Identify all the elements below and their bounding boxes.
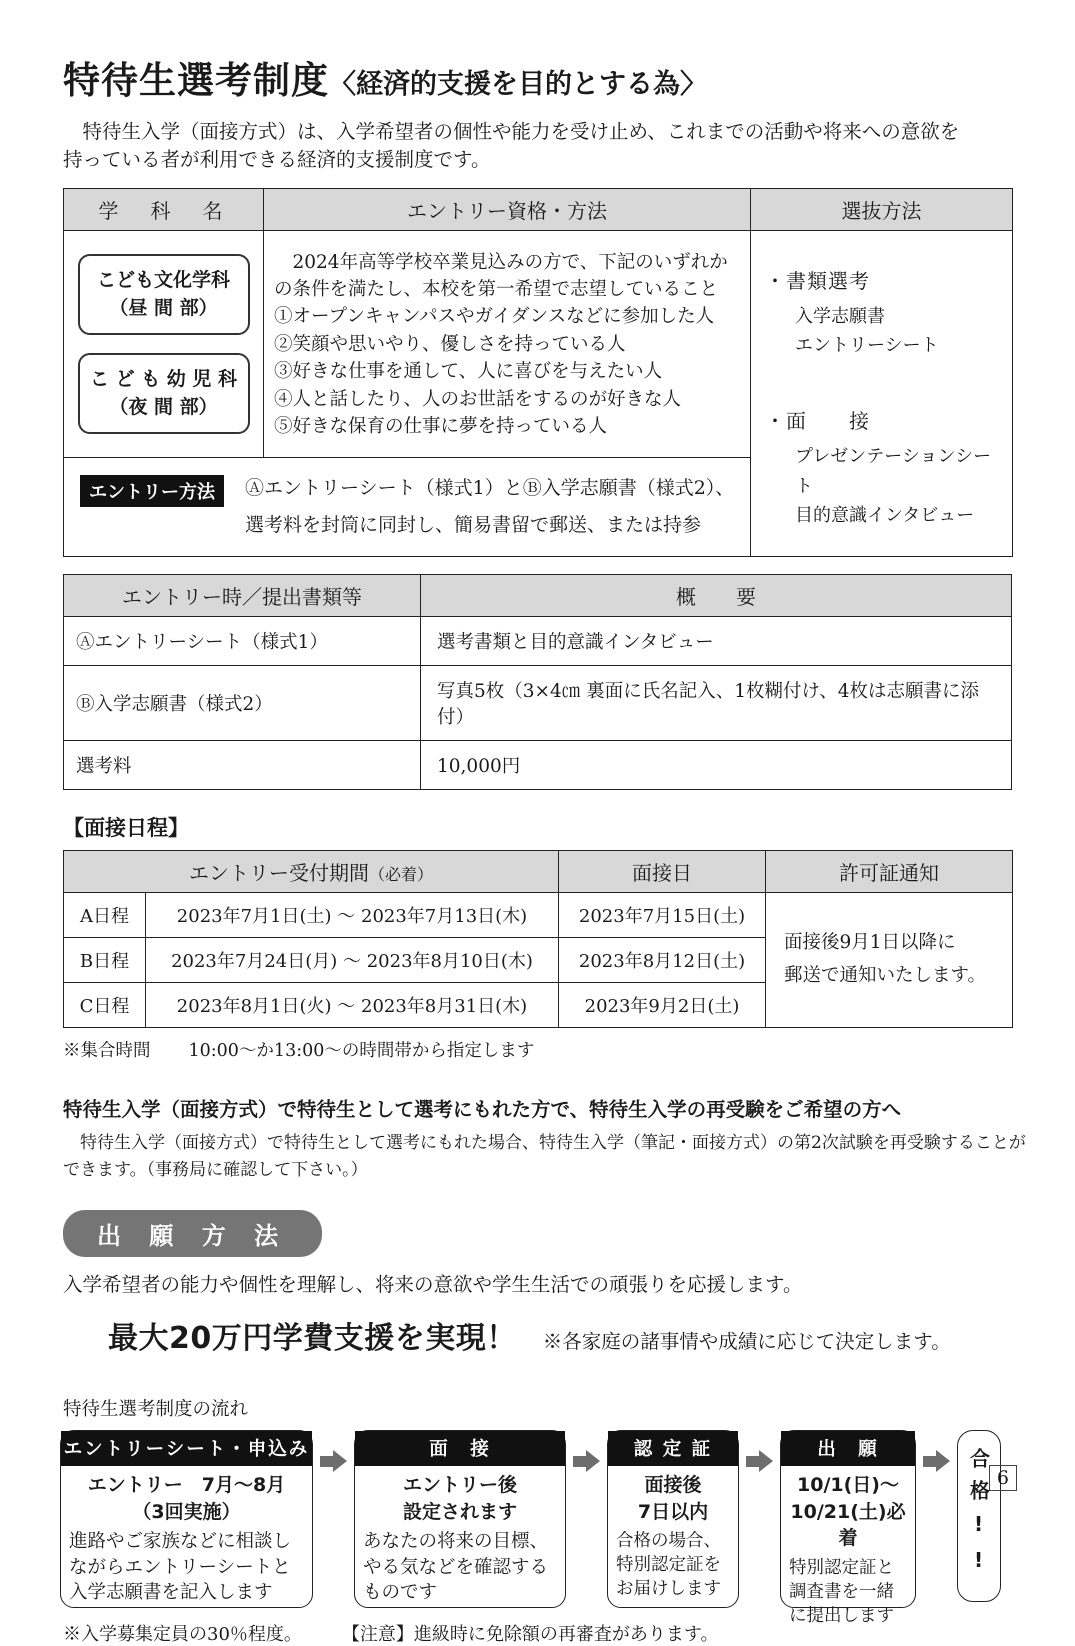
page-number: 6	[989, 1465, 1017, 1491]
entry-method-cell	[64, 457, 751, 556]
intro-line: 特待生入学（面接方式）は、入学希望者の個性や能力を受け止め、これまでの活動や将来への意欲を	[63, 120, 960, 143]
table-header-row	[64, 574, 1012, 616]
qualification-item: ③好きな仕事を通して、人に喜びを与えたい人	[274, 361, 663, 383]
right-arrow-icon	[923, 1450, 950, 1472]
flow-step-header: 出 願	[781, 1431, 915, 1466]
permit-notice-cell	[766, 892, 1013, 1027]
qualification-item: ⑤好きな保育の仕事に夢を持っている人	[274, 415, 608, 437]
schedule-label: B日程	[64, 937, 146, 982]
qualification-intro-line: 2024年高等学校卒業見込みの方で、下記のいずれか	[274, 251, 728, 273]
department-box-childcare	[78, 353, 250, 434]
schedule-period: 2023年7月1日(土) ～ 2023年7月13日(木)	[146, 892, 559, 937]
selection-method-cell	[751, 230, 1013, 556]
flow-step-body-line: ながらエントリーシートと	[69, 1556, 291, 1578]
flow-step-bold	[781, 1472, 915, 1552]
flow-result-text: 合格!!	[966, 1448, 991, 1584]
flow-step-bold	[608, 1472, 738, 1525]
selection-sub-item: エントリーシート	[795, 335, 939, 357]
flow-result-pass	[957, 1430, 1001, 1602]
entry-method-label: エントリー方法	[80, 475, 224, 507]
retake-line: できます。（事務局に確認して下さい。）	[63, 1159, 368, 1180]
flow-step-entry	[60, 1430, 313, 1608]
flow-step-header: 面 接	[355, 1431, 565, 1466]
flow-step-bold-line: 設定されます	[402, 1500, 517, 1523]
schedule-table	[63, 850, 1013, 1028]
schedule-interview-date: 2023年8月12日(土)	[559, 937, 766, 982]
permit-notice-line: 面接後9月1日以降に	[784, 932, 956, 954]
department-session: （夜 間 部）	[109, 396, 218, 419]
table-header-row	[64, 188, 1013, 230]
department-name: こ ど も 幼 児 科	[89, 367, 238, 390]
header-entry-period-note: （必着）	[369, 864, 434, 884]
entry-method-text	[245, 470, 734, 544]
flow-footnote-right: 【注意】進級時に免除額の再審査があります。	[341, 1624, 719, 1645]
qualification-item: ④人と話したり、人のお世話をするのが好きな人	[274, 388, 682, 410]
schedule-label: A日程	[64, 892, 146, 937]
meeting-time-text: 10:00～か13:00～の時間帯から指定します	[188, 1040, 535, 1061]
flow-step-body-line: 進路やご家族などに相談し	[69, 1531, 292, 1553]
selection-sub-item: 入学志願書	[795, 305, 885, 327]
schedule-label: C日程	[64, 982, 146, 1027]
intro-line: 持っている者が利用できる経済的支援制度です。	[63, 148, 491, 172]
schedule-interview-date: 2023年9月2日(土)	[559, 982, 766, 1027]
qualification-intro	[274, 249, 742, 304]
flow-step-body-line: 合格の場合、	[616, 1531, 721, 1552]
document-label: Ⓐエントリーシート（様式1）	[64, 616, 421, 665]
flow-step-bold-line: 7日以内	[637, 1500, 709, 1523]
selection-item-interview: ・面 接	[765, 408, 870, 433]
flow-step-certificate	[607, 1430, 739, 1608]
flow-step-bold	[61, 1472, 312, 1525]
schedule-interview-date: 2023年7月15日(土)	[559, 892, 766, 937]
flow-step-bold-line: 10/1(日)～	[797, 1474, 899, 1496]
department-name: こども文化学科	[96, 268, 230, 291]
document-label: Ⓑ入学志願書（様式2）	[64, 665, 421, 740]
retake-paragraph	[63, 1130, 1026, 1184]
application-method-badge: 出 願 方 法	[63, 1210, 322, 1257]
qualification-table	[63, 188, 1013, 557]
flow-step-body	[608, 1525, 738, 1601]
tuition-support-note: ※各家庭の諸事情や成績に応じて決定します。	[542, 1330, 951, 1353]
flow-section-label: 特待生選考制度の流れ	[63, 1399, 249, 1420]
schedule-period: 2023年8月1日(火) ～ 2023年8月31日(木)	[146, 982, 559, 1027]
selection-item-documents: ・書類選考	[765, 268, 870, 293]
flow-step-bold-line: 面接後	[644, 1474, 702, 1496]
flow-step-body-line: 特別認定証を	[616, 1555, 721, 1576]
flow-step-body-line: 特別認定証と	[789, 1557, 894, 1578]
selection-flow	[60, 1430, 1012, 1627]
flow-step-body-line: お届けします	[616, 1579, 721, 1600]
selection-sub-item: 目的意識インタビュー	[795, 505, 975, 527]
tuition-support-highlight: 最大20万円学費支援を実現！	[108, 1321, 517, 1356]
page-title	[63, 50, 1012, 104]
header-entry-period-text: エントリー受付期間	[189, 860, 369, 885]
document-value: 選考書類と目的意識インタビュー	[421, 616, 1012, 665]
qualification-list	[274, 303, 742, 440]
retake-heading: 特待生入学（面接方式）で特待生として選考にもれた方で、特待生入学の再受験をご希望の方へ	[63, 1097, 902, 1121]
flow-step-body-line: に提出します	[789, 1606, 894, 1627]
meeting-time-label: ※集合時間	[63, 1040, 151, 1061]
page-title-sub: 〈経済的支援を目的とする為〉	[329, 69, 707, 100]
qualification-intro-line: の条件を満たし、本校を第一希望で志望していること	[274, 279, 719, 301]
document-value: 10,000円	[421, 740, 1012, 789]
flow-step-header: エントリーシート・申込み	[61, 1431, 312, 1466]
document-label: 選考料	[64, 740, 421, 789]
flow-footnote-left: ※入学募集定員の30％程度。	[63, 1624, 302, 1645]
flow-step-application	[780, 1430, 916, 1627]
header-documents: エントリー時／提出書類等	[64, 574, 421, 616]
flow-step-header: 認 定 証	[608, 1431, 738, 1466]
header-entry-period	[64, 850, 559, 892]
flow-step-bold-line: 10/21(土)必着	[790, 1500, 906, 1550]
right-arrow-icon	[573, 1450, 600, 1472]
flow-step-body-line: ものです	[363, 1582, 438, 1604]
department-box-culture	[78, 254, 250, 335]
table-header-row	[64, 850, 1013, 892]
header-summary: 概 要	[421, 574, 1012, 616]
header-entry-method: エントリー資格・方法	[264, 188, 751, 230]
entry-method-line: 選考料を封筒に同封し、簡易書留で郵送、または持参	[245, 513, 702, 536]
table-row	[64, 665, 1012, 740]
right-arrow-icon	[320, 1450, 347, 1472]
schedule-row-a	[64, 892, 1013, 937]
header-selection: 選抜方法	[751, 188, 1013, 230]
flow-step-interview	[354, 1430, 566, 1608]
permit-notice-line: 郵送で通知いたします。	[784, 964, 987, 986]
flow-step-body-line: 調査書を一緒	[789, 1581, 894, 1602]
header-department: 学 科 名	[64, 188, 264, 230]
meeting-time-note	[63, 1037, 1012, 1062]
flow-step-body-line: やる気などを確認する	[363, 1556, 549, 1578]
flow-step-body	[355, 1525, 565, 1606]
qualification-cell	[264, 230, 751, 457]
qualification-item: ②笑顔や思いやり、優しさを持っている人	[274, 333, 626, 355]
flow-step-body-line: あなたの将来の目標、	[363, 1531, 549, 1553]
header-interview-date: 面接日	[559, 850, 766, 892]
selection-sub-item: プレゼンテーションシート	[795, 445, 992, 497]
schedule-section-title: 【面接日程】	[63, 815, 189, 840]
flow-step-bold	[355, 1472, 565, 1525]
department-cell	[64, 230, 264, 457]
flow-step-body	[781, 1552, 915, 1628]
entry-method-line: Ⓐエントリーシート（様式1）とⒷ入学志願書（様式2）、	[245, 476, 735, 499]
flow-step-body-line: 入学志願書を記入します	[69, 1582, 273, 1604]
flow-step-bold-line: エントリー後	[402, 1474, 517, 1496]
qualification-item: ①オープンキャンパスやガイダンスなどに参加した人	[274, 306, 715, 328]
intro-paragraph	[63, 118, 1012, 175]
page-title-main: 特待生選考制度	[63, 59, 329, 102]
table-body-row	[64, 230, 1013, 457]
table-row	[64, 740, 1012, 789]
flow-step-bold-line: エントリー 7月～8月	[87, 1474, 286, 1496]
application-intro: 入学希望者の能力や個性を理解し、将来の意欲や学生生活での頑張りを応援します。	[63, 1273, 803, 1296]
right-arrow-icon	[746, 1450, 773, 1472]
header-permit-notice: 許可証通知	[766, 850, 1013, 892]
department-session: （昼 間 部）	[109, 297, 218, 320]
table-row	[64, 616, 1012, 665]
documents-table	[63, 574, 1012, 790]
flow-step-bold-line: （3回実施）	[132, 1500, 241, 1523]
retake-line: 特待生入学（面接方式）で特待生として選考にもれた場合、特待生入学（筆記・面接方式）の第2次試験を再受験することが	[63, 1132, 1026, 1153]
document-value: 写真5枚（3×4㎝ 裏面に氏名記入、1枚糊付け、4枚は志願書に添付）	[421, 665, 1012, 740]
flow-step-body	[61, 1525, 312, 1606]
schedule-period: 2023年7月24日(月) ～ 2023年8月10日(木)	[146, 937, 559, 982]
